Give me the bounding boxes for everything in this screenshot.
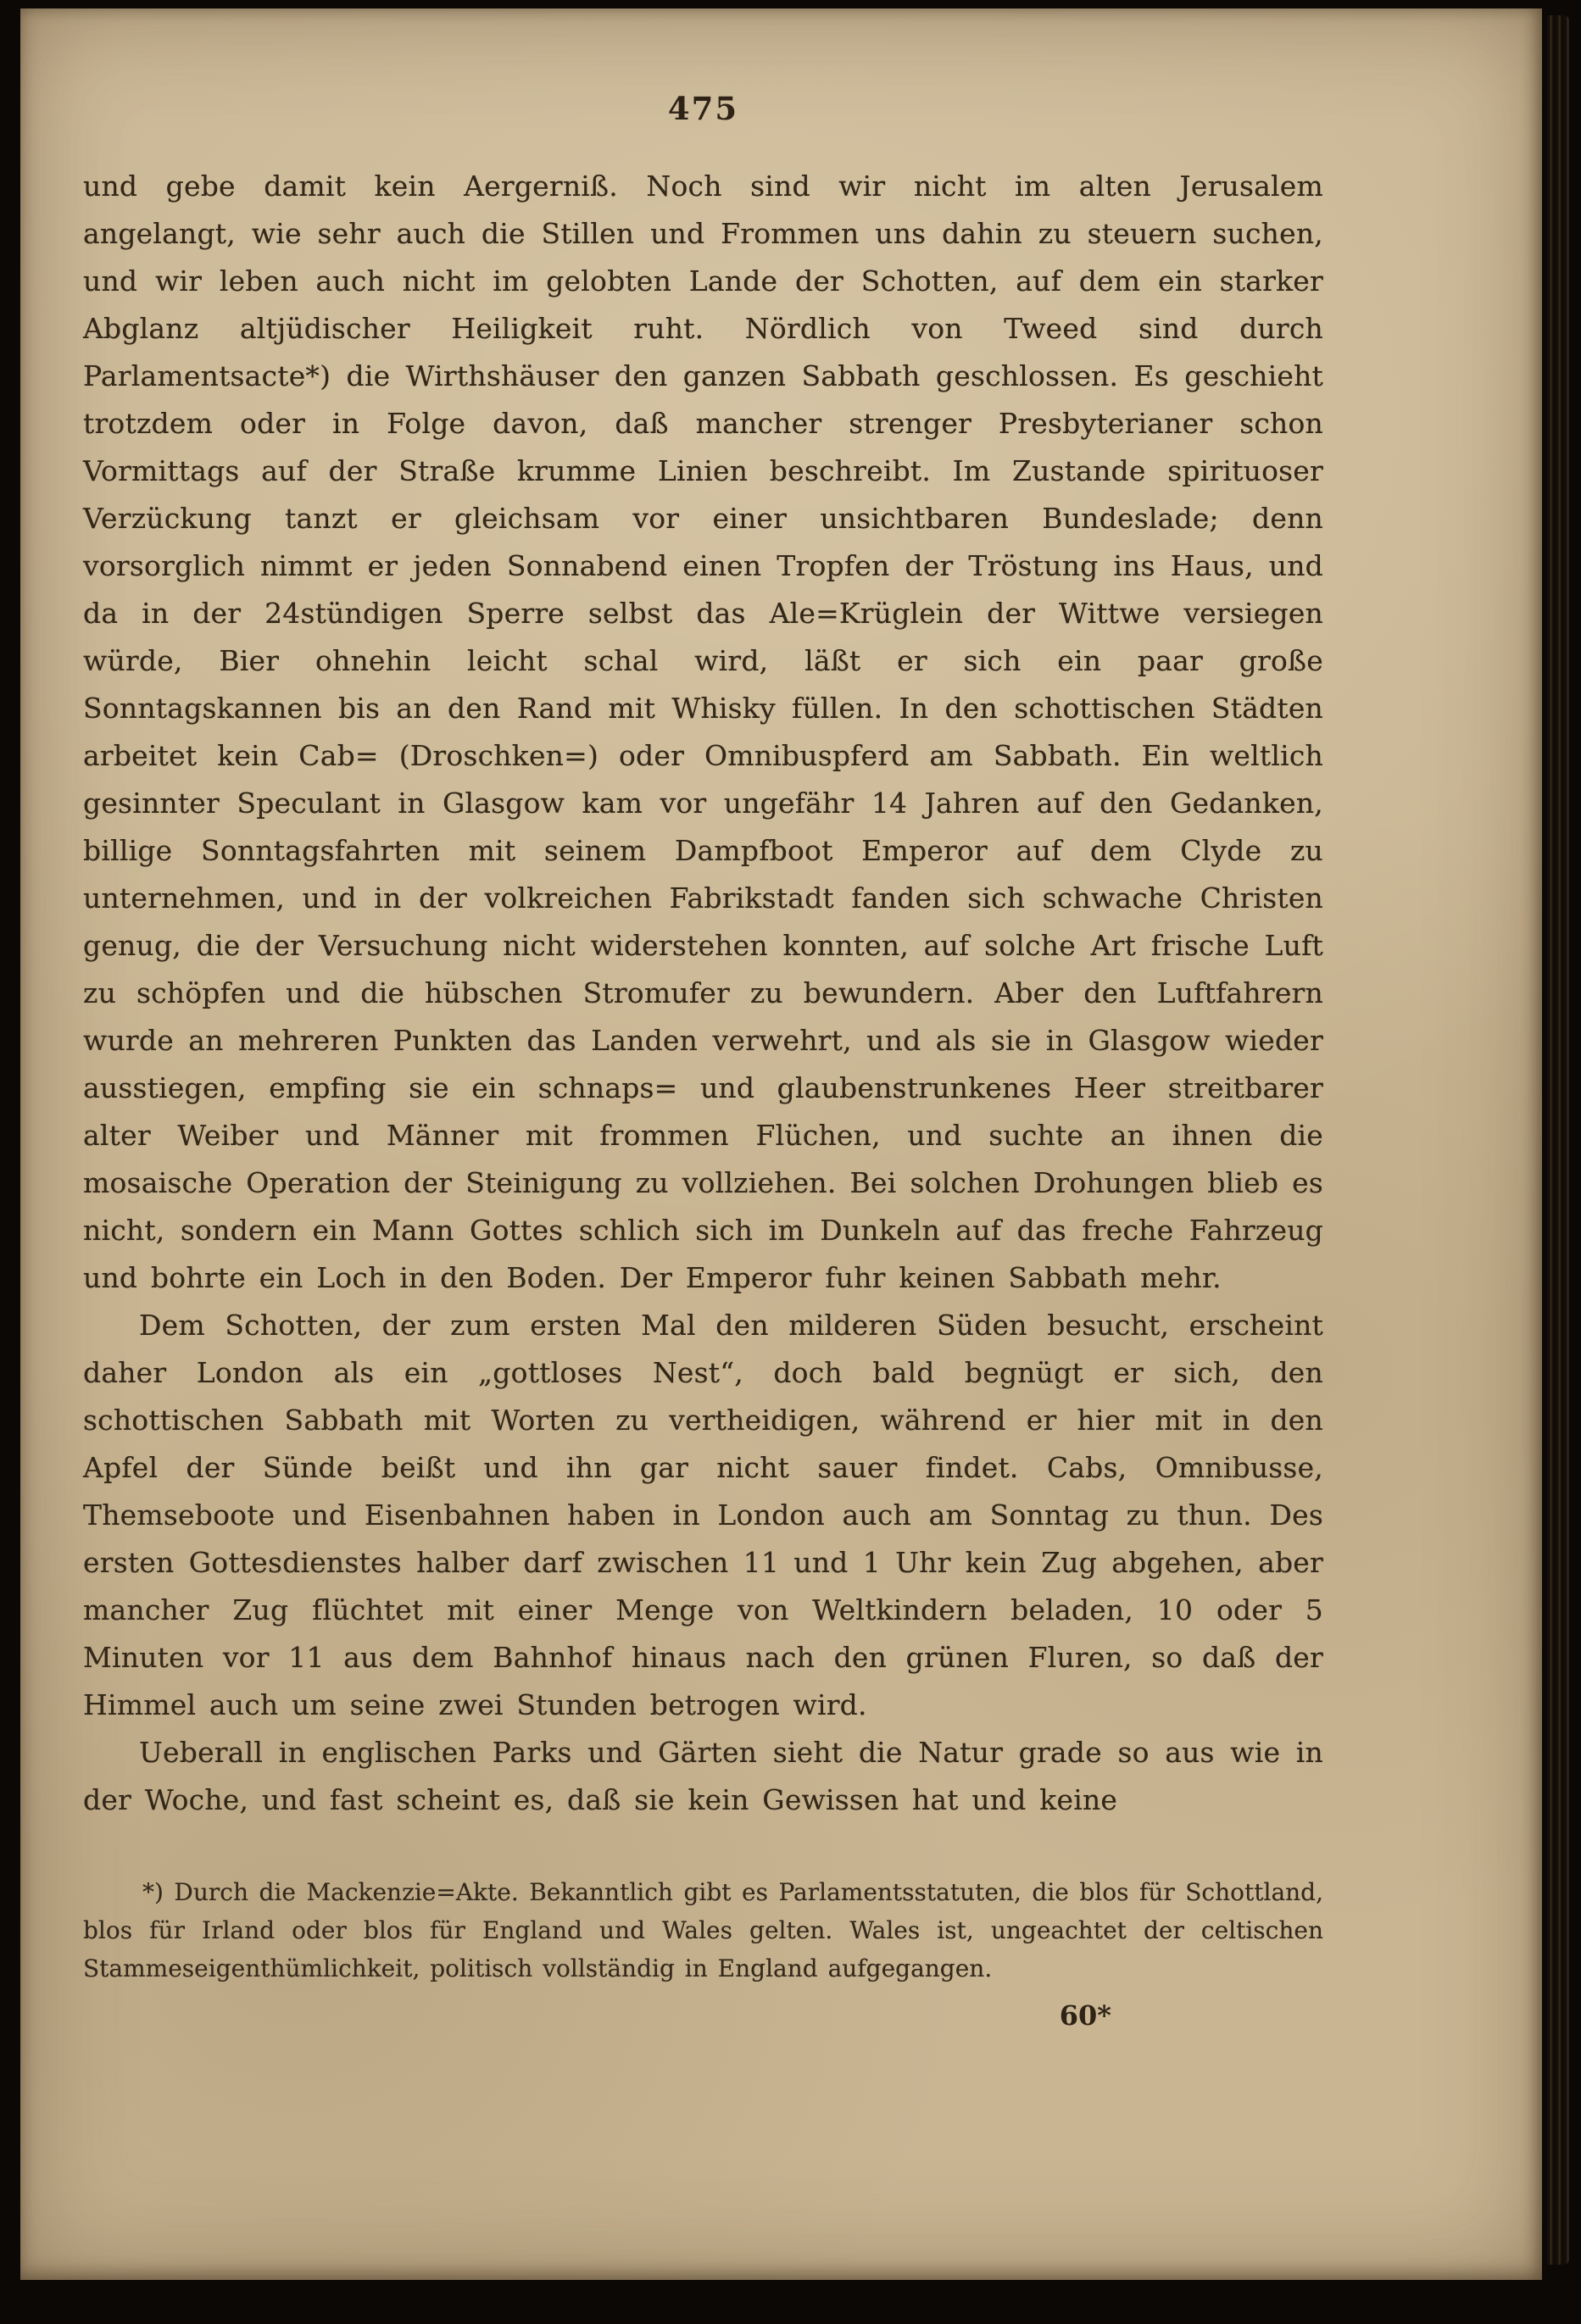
- paragraph-continuation: und gebe damit kein Aergerniß. Noch sind wir nicht im alten Jerusalem angelangt, wie sehr auch die Stillen und Frommen uns dahin zu steuern suchen, und wir leben auch nicht im gelobten Lande der Schotten, auf dem ein starker Abglanz altjüdischer Heiligkeit ruht. Nördlich von Tweed sind durch Parlamentsacte*) die Wirthshäuser den ganzen Sabbath geschlossen. Es geschieht trotzdem oder in Folge davon, daß mancher strenger Presbyterianer schon Vormittags auf der Straße krumme Linien beschreibt. Im Zustande spirituoser Verzückung tanzt er gleichsam vor einer unsichtbaren Bundeslade; denn vorsorglich nimmt er jeden Sonnabend einen Tropfen der Tröstung ins Haus, und da in der 24stündigen Sperre selbst das Ale=Krüglein der Wittwe versiegen würde, Bier ohnehin leicht schal wird, läßt er sich ein paar große Sonntagskannen bis an den Rand mit Whisky füllen. In den schottischen Städten arbeitet kein Cab= (Droschken=) oder Omnibuspferd am Sabbath. Ein weltlich gesinnter Speculant in Glasgow kam vor ungefähr 14 Jahren auf den Gedanken, billige Sonntagsfahrten mit seinem Dampfboot Emperor auf dem Clyde zu unternehmen, und in der volkreichen Fabrikstadt fanden sich schwache Christen genug, die der Versuchung nicht widerstehen konnten, auf solche Art frische Luft zu schöpfen und die hübschen Stromufer zu bewundern. Aber den Luftfahrern wurde an mehreren Punkten das Landen verwehrt, und als sie in Glasgow wieder ausstiegen, empfing sie ein schnaps= und glaubenstrunkenes Heer streitbarer alter Weiber und Männer mit frommen Flüchen, und suchte an ihnen die mosaische Operation der Steinigung zu vollziehen. Bei solchen Drohungen blieb es nicht, sondern ein Mann Gottes schlich sich im Dunkeln auf das freche Fahrzeug und bohrte ein Loch in den Boden. Der Emperor fuhr keinen Sabbath mehr.: [83, 170, 1323, 1294]
- book-page: [20, 8, 1542, 2280]
- page-content-area: [83, 90, 1323, 2246]
- page-stack-edges: [1547, 15, 1569, 2265]
- footnote: *) Durch die Mackenzie=Akte. Bekanntlich gibt es Parlamentsstatuten, die blos für Schottland, blos für Irland oder blos für England und Wales gelten. Wales ist, ungeachtet der celtischen Stammeseigenthümlichkeit, politisch vollständig in England aufgegangen.: [83, 1878, 1323, 1982]
- paragraph: Ueberall in englischen Parks und Gärten sieht die Natur grade so aus wie in der Woche, und fast scheint es, daß sie kein Gewissen hat und keine: [83, 1736, 1323, 1816]
- paragraph: Dem Schotten, der zum ersten Mal den milderen Süden besucht, erscheint daher London als ein „gottloses Nest“, doch bald begnügt er sich, den schottischen Sabbath mit Worten zu vertheidigen, während er hier mit in den Apfel der Sünde beißt und ihn gar nicht sauer findet. Cabs, Omnibusse, Themseboote und Eisenbahnen haben in London auch am Sonntag zu thun. Des ersten Gottesdienstes halber darf zwischen 11 und 1 Uhr kein Zug abgehen, aber mancher Zug flüchtet mit einer Menge von Weltkindern beladen, 10 oder 5 Minuten vor 11 aus dem Bahnhof hinaus nach den grünen Fluren, so daß der Himmel auch um seine zwei Stunden betrogen wird.: [83, 1309, 1323, 1721]
- page-number: 475: [667, 90, 739, 127]
- page-body-text: [83, 163, 1323, 1824]
- signature-mark: 60*: [1059, 1999, 1111, 2032]
